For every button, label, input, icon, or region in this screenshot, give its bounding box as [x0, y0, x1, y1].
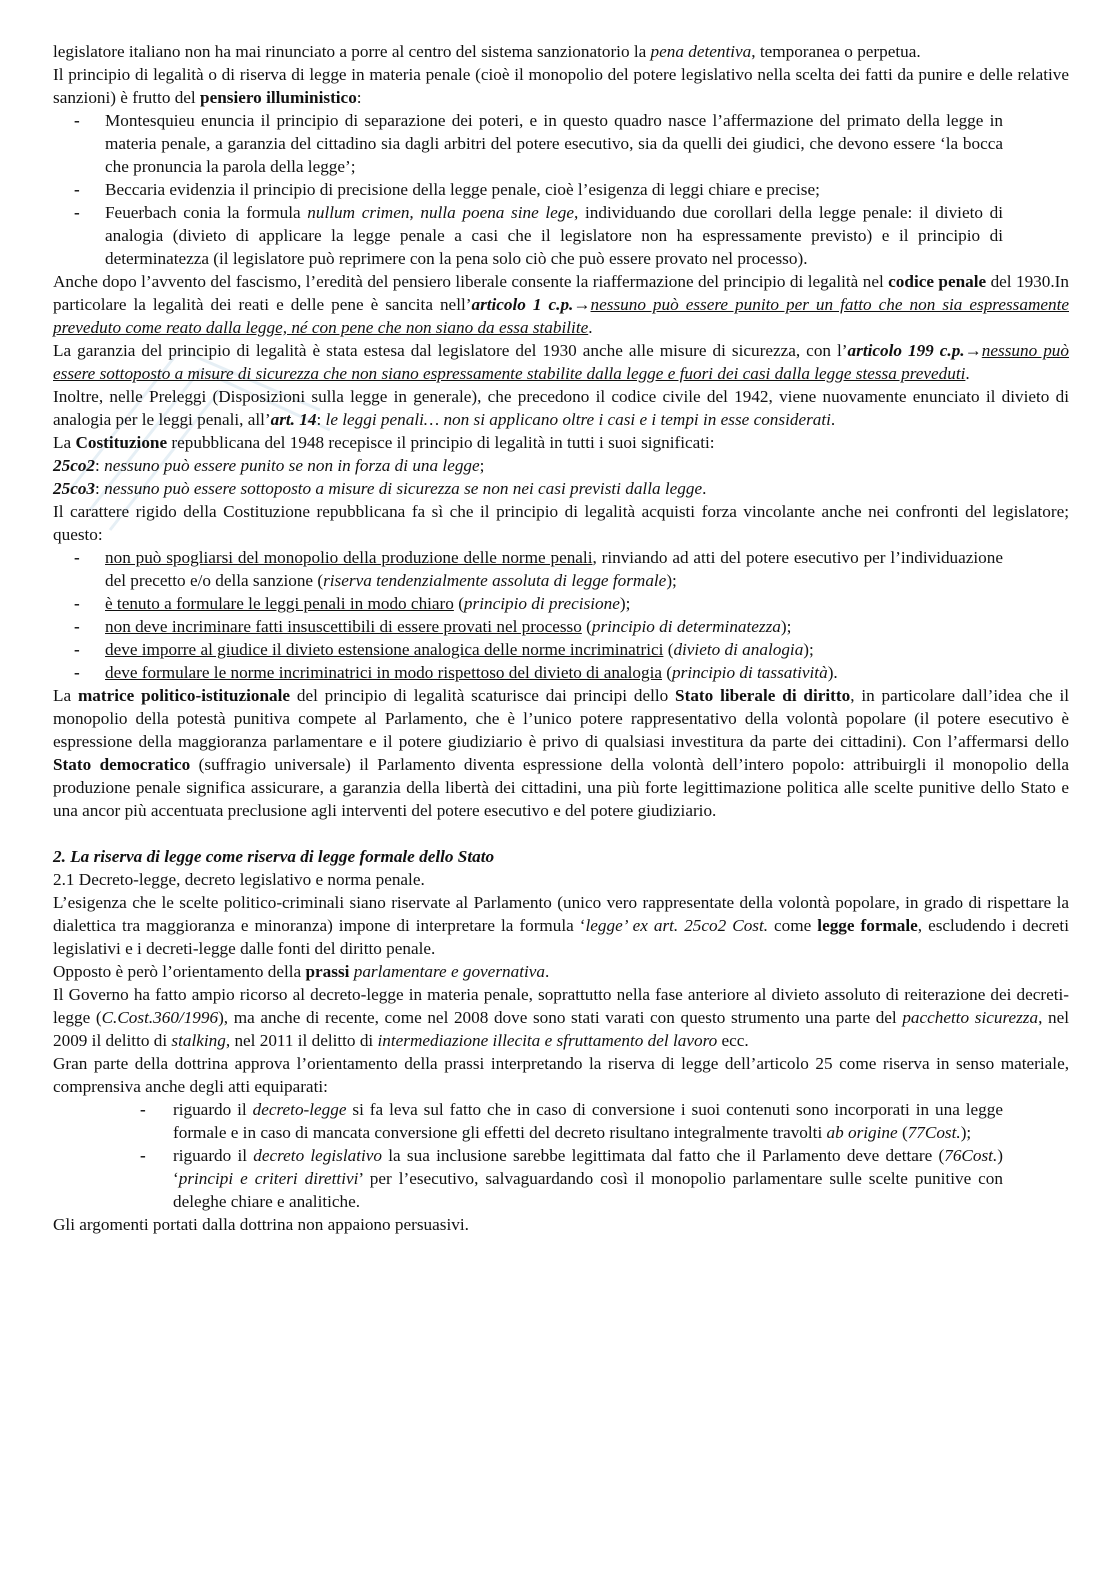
list-item: - non deve incriminare fatti insuscettibili di essere provati nel processo (principio di determinatezza);: [53, 615, 1069, 638]
list-thinkers: [53, 109, 1069, 270]
section-heading: 2. La riserva di legge come riserva di legge formale dello Stato: [53, 847, 495, 866]
paragraph: 25co2: nessuno può essere punito se non in forza di una legge;: [53, 456, 485, 475]
list-legislator-duties: [53, 546, 1069, 684]
list-doctrine: [53, 1098, 1069, 1213]
paragraph: 25co3: nessuno può essere sottoposto a misure di sicurezza se non nei casi previsti dalla legge.: [53, 479, 707, 498]
list-item: - Beccaria evidenzia il principio di precisione della legge penale, cioè l’esigenza di leggi chiare e precise;: [53, 178, 1069, 201]
paragraph: La garanzia del principio di legalità è stata estesa dal legislatore del 1930 anche alle misure di sicurezza, con l’articolo 199 c.p.→nessuno può essere sottoposto a misure di sicurezza che non siano espressamente stabilite dalla legge e fuori dei casi dalla legge stessa preveduti.: [53, 341, 1069, 383]
list-item: - riguardo il decreto-legge si fa leva sul fatto che in caso di conversione i suoi contenuti sono incorporati in una legge formale e in caso di mancata conversione gli effetti del decreto risultano integralmente travolti ab origine (77Cost.);: [53, 1098, 1069, 1144]
list-item: - deve imporre al giudice il divieto estensione analogica delle norme incriminatrici (divieto di analogia);: [53, 638, 1069, 661]
paragraph: La Costituzione repubblicana del 1948 recepisce il principio di legalità in tutti i suoi significati:: [53, 433, 715, 452]
paragraph: Il Governo ha fatto ampio ricorso al decreto-legge in materia penale, soprattutto nella fase anteriore al divieto assoluto di reiterazione dei decreti-legge (C.Cost.360/1996), ma anche di recente, come nel 2008 dove sono stati varati con questo strumento una parte del pacchetto sicurezza, nel 2009 il delitto di stalking, nel 2011 il delitto di intermediazione illecita e sfruttamento del lavoro ecc.: [53, 985, 1070, 1050]
paragraph: Opposto è però l’orientamento della prassi parlamentare e governativa.: [53, 962, 550, 981]
paragraph: legislatore italiano non ha mai rinunciato a porre al centro del sistema sanzionatorio la pena detentiva, temporanea o perpetua.: [53, 42, 921, 61]
list-item: - riguardo il decreto legislativo la sua inclusione sarebbe legittimata dal fatto che il Parlamento deve dettare (76Cost.) ‘principi e criteri direttivi’ per l’esecutivo, salvaguardando così il monopolio parlamentare sulle scelte punitive con deleghe chiare e analitiche.: [53, 1144, 1069, 1213]
arrow-icon: →: [964, 341, 982, 360]
list-item: - non può spogliarsi del monopolio della produzione delle norme penali, rinviando ad atti del potere esecutivo per l’individuazione del precetto e/o della sanzione (riserva tendenzialmente assoluta di legge formale);: [53, 546, 1069, 592]
paragraph: Inoltre, nelle Preleggi (Disposizioni sulla legge in generale), che precedono il codice civile del 1942, viene nuovamente enunciato il divieto di analogia per le leggi penali, all’art. 14: le leggi penali… non si applicano oltre i casi e i tempi in esse considerati.: [53, 387, 1069, 429]
list-item: - deve formulare le norme incriminatrici in modo rispettoso del divieto di analogia (principio di tassatività).: [53, 661, 1069, 684]
document-page: [53, 40, 1069, 1236]
section-subheading: 2.1 Decreto-legge, decreto legislativo e norma penale.: [53, 870, 425, 889]
paragraph: Il principio di legalità o di riserva di legge in materia penale (cioè il monopolio del potere legislativo nella scelta dei fatti da punire e delle relative sanzioni) è frutto del pensiero illuministico:: [53, 65, 1069, 107]
paragraph: Gli argomenti portati dalla dottrina non appaiono persuasivi.: [53, 1215, 469, 1234]
paragraph: L’esigenza che le scelte politico-criminali siano riservate al Parlamento (unico vero rappresentate della volontà popolare, in grado di rispettare la dialettica tra maggioranza e minoranza) impone di interpretare la formula ‘legge’ ex art. 25co2 Cost. come legge formale, escludendo i decreti legislativi e i decreti-legge dalle fonti del diritto penale.: [53, 893, 1069, 958]
paragraph: La matrice politico-istituzionale del principio di legalità scaturisce dai principi dello Stato liberale di diritto, in particolare dall’idea che il monopolio della potestà punitiva compete al Parlamento, che è l’unico potere rappresentativo della volontà popolare (il potere esecutivo è espressione della maggioranza parlamentare e il potere giudiziario è privo di qualsiasi investitura da parte dei cittadini). Con l’affermarsi dello Stato democratico (suffragio universale) il Parlamento diventa espressione della volontà dell’intero popolo: attribuirgli il monopolio della produzione penale significa assicurare, a garanzia della libertà dei cittadini, una più forte legittimazione politica alle scelte punitive dello Stato e una ancor più accentuata preclusione agli interventi del potere esecutivo e del potere giudiziario.: [53, 686, 1069, 820]
list-item: - Montesquieu enuncia il principio di separazione dei poteri, e in questo quadro nasce l’affermazione del primato della legge in materia penale, a garanzia del cittadino sia dagli arbitri del potere esecutivo, sia da quelli dei giudici, che devono essere ‘la bocca che pronuncia la parola della legge’;: [53, 109, 1069, 178]
spacer: [53, 822, 1069, 845]
arrow-icon: →: [573, 295, 591, 314]
list-item: - è tenuto a formulare le leggi penali in modo chiaro (principio di precisione);: [53, 592, 1069, 615]
list-item: - Feuerbach conia la formula nullum crimen, nulla poena sine lege, individuando due corollari della legge penale: il divieto di analogia (divieto di applicare la legge penale a casi che il legislatore non ha espressamente previsto) e il principio di determinatezza (il legislatore può reprimere con la pena solo ciò che può essere provato nel processo).: [53, 201, 1069, 270]
paragraph: Gran parte della dottrina approva l’orientamento della prassi interpretando la riserva di legge dell’articolo 25 come riserva in senso materiale, comprensiva anche degli atti equiparati:: [53, 1054, 1069, 1096]
paragraph: Il carattere rigido della Costituzione repubblicana fa sì che il principio di legalità acquisti forza vincolante anche nei confronti del legislatore; questo:: [53, 502, 1069, 544]
paragraph: Anche dopo l’avvento del fascismo, l’eredità del pensiero liberale consente la riaffermazione del principio di legalità nel codice penale del 1930.In particolare la legalità dei reati e delle pene è sancita nell’articolo 1 c.p.→nessuno può essere punito per un fatto che non sia espressamente preveduto come reato dalla legge, né con pene che non siano da essa stabilite.: [53, 272, 1069, 337]
